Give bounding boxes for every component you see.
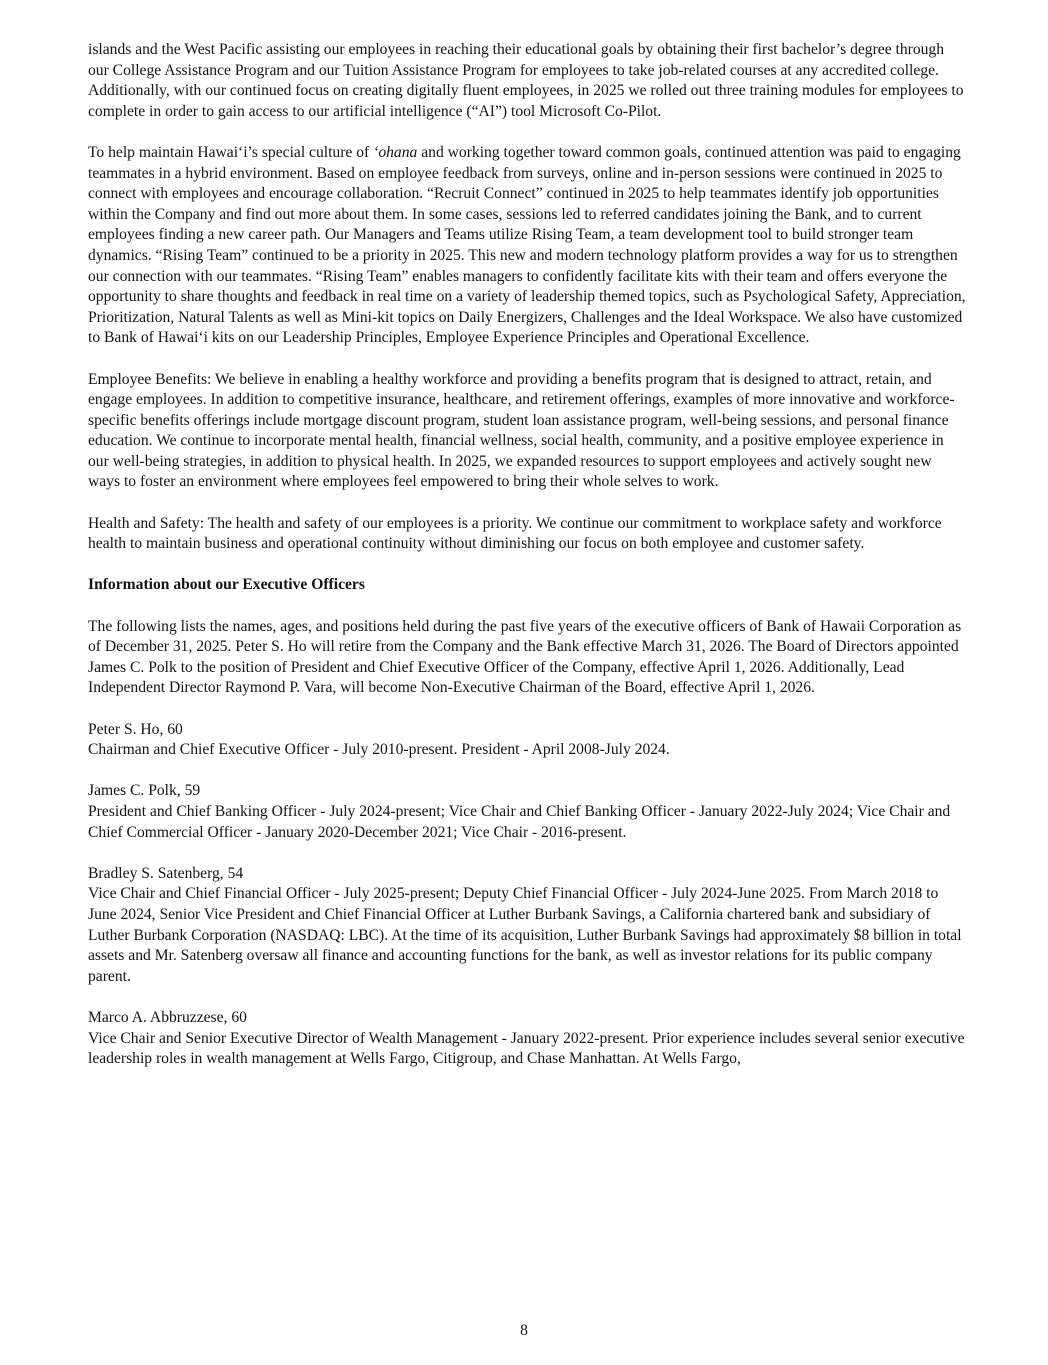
officer-entry [88, 1008, 966, 1070]
paragraph-ohana-after: and working together toward common goals, continued attention was paid to engaging teammates in a hybrid environment. Based on employee feedback from surveys, online and in-person sessions were continued in 2025 to connect with employees and encourage collaboration. “Recruit Connect” continued in 2025 to help teammates identify job opportunities within the Company and find out more about them. In some cases, sessions led to referred candidates joining the Bank, and to current employees finding a new career path. Our Managers and Teams utilize Rising Team, a team development tool to build stronger team dynamics. “Rising Team” continued to be a priority in 2025. This new and modern technology platform provides a way for us to strengthen our connection with our teammates. “Rising Team” enables managers to confidently facilitate kits with their team and offers everyone the opportunity to share thoughts and feedback in real time on a variety of leadership themed topics, such as Psychological Safety, Appreciation, Prioritization, Natural Talents as well as Mini-kit topics on Daily Energizers, Challenges and the Ideal Workspace. We also have customized to Bank of Hawai‘i kits on our Leadership Principles, Employee Experience Principles and Operational Excellence. [88, 143, 966, 347]
section-heading-executive-officers: Information about our Executive Officers [88, 576, 365, 594]
officer-positions: Chairman and Chief Executive Officer - July 2010-present. President - April 2008-July 2024. [88, 741, 670, 759]
ohana-italic-word: ‘ohana [373, 143, 418, 161]
officer-name-age: Bradley S. Satenberg, 54 [88, 864, 244, 882]
paragraph-ohana-culture [88, 143, 966, 349]
paragraph-education: islands and the West Pacific assisting our employees in reaching their educational goals by obtaining their first bachelor’s degree through our College Assistance Program and our Tuition Assistance Program for employees to take job-related courses at any accredited college. Additionally, with our continued focus on creating digitally fluent employees, in 2025 we rolled out three training modules for employees to complete in order to gain access to our artificial intelligence (“AI”) tool Microsoft Co-Pilot. [88, 41, 964, 120]
officer-entry [88, 781, 966, 843]
paragraph-employee-benefits: Employee Benefits: We believe in enabling a healthy workforce and providing a benefits program that is designed to attract, retain, and engage employees. In addition to competitive insurance, healthcare, and retirement offerings, examples of more innovative and workforce-specific benefits offerings include mortgage discount program, student loan assistance program, well-being sessions, and personal finance education. We continue to incorporate mental health, financial wellness, social health, community, and a positive employee experience in our well-being strategies, in addition to physical health. In 2025, we expanded resources to support employees and actively sought new ways to foster an environment where employees feel empowered to bring their whole selves to work. [88, 370, 955, 491]
paragraph-executive-officers-intro: The following lists the names, ages, and positions held during the past five years of the executive officers of Bank of Hawaii Corporation as of December 31, 2025. Peter S. Ho will retire from the Company and the Bank effective March 31, 2026. The Board of Directors appointed James C. Polk to the position of President and Chief Executive Officer of the Company, effective April 1, 2026. Additionally, Lead Independent Director Raymond P. Vara, will become Non-Executive Chairman of the Board, effective April 1, 2026. [88, 617, 962, 697]
paragraph-health-safety: Health and Safety: The health and safety of our employees is a priority. We continue our commitment to workplace safety and workforce health to maintain business and operational continuity without diminishing our focus on both employee and customer safety. [88, 514, 942, 553]
officer-name-age: James C. Polk, 59 [88, 782, 201, 800]
document-page [88, 40, 966, 1090]
paragraph-ohana-before: To help maintain Hawai‘i’s special culture of [88, 143, 374, 161]
officer-positions: President and Chief Banking Officer - July 2024-present; Vice Chair and Chief Banking Officer - January 2022-July 2024; Vice Chair and Chief Commercial Officer - January 2020-December 2021; Vice Chair - 2016-present. [88, 802, 951, 841]
officer-entry [88, 864, 966, 988]
officer-positions: Vice Chair and Senior Executive Director of Wealth Management - January 2022-present. Prior experience includes several senior executive leadership roles in wealth management at Wells Fargo, Citigroup, and Chase Manhattan. At Wells Fargo, [88, 1029, 965, 1068]
officer-entry [88, 720, 966, 761]
page-number: 8 [520, 1322, 528, 1339]
officer-name-age: Marco A. Abbruzzese, 60 [88, 1008, 247, 1026]
officer-name-age: Peter S. Ho, 60 [88, 720, 183, 738]
officer-positions: Vice Chair and Chief Financial Officer - July 2025-present; Deputy Chief Financial Officer - July 2024-June 2025. From March 2018 to June 2024, Senior Vice President and Chief Financial Officer at Luther Burbank Savings, a California chartered bank and subsidiary of Luther Burbank Corporation (NASDAQ: LBC). At the time of its acquisition, Luther Burbank Savings had approximately $8 billion in total assets and Mr. Satenberg oversaw all finance and accounting functions for the bank, as well as investor relations for its public company parent. [88, 885, 962, 985]
